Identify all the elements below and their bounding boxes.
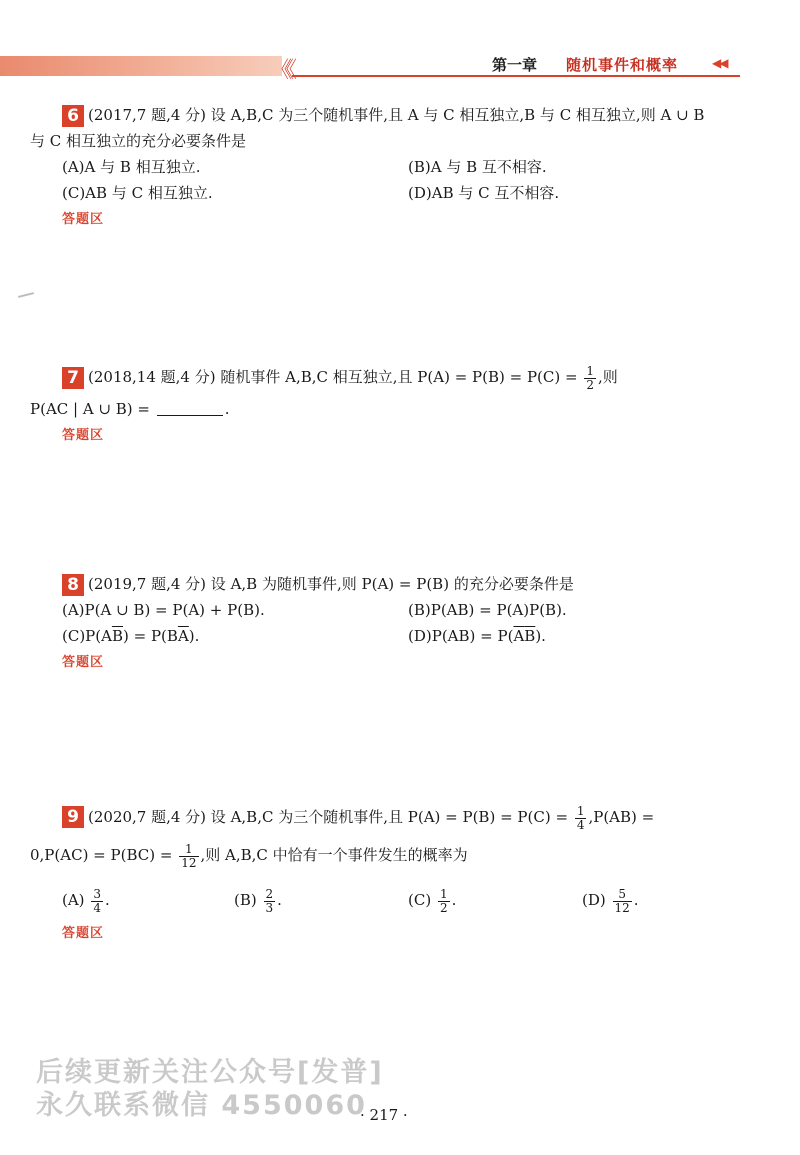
- problem-7-expression: P(AC | A ∪ B) =: [30, 400, 150, 418]
- option-label: (B): [234, 891, 257, 909]
- fraction-numerator: 1: [586, 363, 594, 378]
- problem-6: [30, 102, 750, 227]
- problem-9-line1: [30, 800, 750, 834]
- page-header: [0, 54, 800, 83]
- option-label: (C): [408, 891, 432, 909]
- fraction-numerator: 1: [179, 843, 198, 857]
- watermark: [36, 1056, 384, 1122]
- fraction: [91, 888, 103, 915]
- option-d-part: (D)P(AB) = P(: [408, 627, 514, 645]
- page-number: · 217 ·: [360, 1106, 408, 1124]
- scan-speck: [18, 292, 34, 298]
- option-c-part: (C)P(A: [62, 627, 112, 645]
- answer-area-label: 答题区: [62, 655, 105, 670]
- option-label: (D): [582, 891, 606, 909]
- problem-6-line2: 与 C 相互独立的充分必要条件是: [30, 132, 247, 150]
- fraction-numerator: 2: [265, 886, 274, 901]
- problem-8-text: (2019,7 题,4 分) 设 A,B 为随机事件,则 P(A) = P(B) 的充分必要条件是: [88, 575, 574, 593]
- fraction-numerator: 3: [93, 886, 101, 901]
- option-a: (A)A 与 B 相互独立.: [62, 158, 201, 176]
- fraction-denominator: 3: [265, 900, 274, 915]
- problem-6-line1: [30, 102, 750, 128]
- problem-9-line2-end: ,则 A,B,C 中恰有一个事件发生的概率为: [200, 846, 468, 864]
- option-b: (B)P(AB) = P(A)P(B).: [408, 601, 567, 619]
- problem-6-text: (2017,7 题,4 分) 设 A,B,C 为三个随机事件,且 A 与 C 相互独立,B 与 C 相互独立,则 A ∪ B: [88, 106, 705, 124]
- problem-9-line2: [30, 838, 750, 872]
- problem-number: 8: [62, 574, 84, 596]
- answer-area-label: 答题区: [62, 428, 105, 443]
- chapter-label: 第一章: [492, 56, 538, 74]
- problem-number: 6: [62, 105, 84, 127]
- answer-blank[interactable]: [157, 401, 223, 416]
- option-d: (D)AB 与 C 互不相容.: [408, 184, 560, 202]
- option-a: (A) $\frac{3}{4}$ .: [62, 886, 110, 915]
- problem-9-text-end: ,P(AB) =: [588, 808, 655, 826]
- triangle-left-icon: ◀◀: [712, 56, 727, 70]
- option-label: (A): [62, 891, 85, 909]
- options-row: [30, 880, 750, 920]
- problem-7: [30, 362, 750, 443]
- problem-7-text-end: ,则: [597, 368, 618, 386]
- fraction: [575, 805, 587, 832]
- option-c: (C) $\frac{1}{2}$ .: [408, 886, 457, 915]
- options-row: [30, 623, 750, 649]
- fraction-denominator: 2: [439, 900, 448, 915]
- fraction-numerator: 1: [439, 886, 448, 901]
- option-d: [408, 623, 546, 649]
- options-row: [30, 180, 750, 206]
- problem-7-text: (2018,14 题,4 分) 随机事件 A,B,C 相互独立,且 P(A) = P(B) = P(C) =: [88, 368, 578, 386]
- watermark-line1: 后续更新关注公众号[发普]: [36, 1057, 384, 1088]
- chapter-topic: 随机事件和概率: [566, 56, 679, 74]
- fraction: [264, 888, 276, 915]
- fraction: [584, 365, 596, 392]
- complement-symbol: $\overline{A}$: [513, 627, 525, 645]
- option-c: [62, 623, 199, 649]
- option-c-part: ).: [188, 627, 200, 645]
- problem-9: [30, 800, 750, 941]
- complement-symbol: $\overline{A}$: [177, 627, 189, 645]
- problem-9-line2-start: 0,P(AC) = P(BC) =: [30, 846, 173, 864]
- header-rule: [292, 75, 740, 77]
- chevron-left-icon: 《《: [270, 58, 292, 83]
- options-row: [30, 154, 750, 180]
- problem-8: [30, 571, 750, 670]
- answer-area-label: 答题区: [62, 212, 105, 227]
- option-b: (B)A 与 B 互不相容.: [408, 158, 547, 176]
- fraction: [613, 888, 632, 915]
- answer-area-label: 答题区: [62, 926, 105, 941]
- fraction-numerator: 5: [613, 888, 632, 902]
- fraction-denominator: 4: [93, 900, 101, 915]
- complement-symbol: $\overline{B}$: [111, 627, 123, 645]
- option-a: (A)P(A ∪ B) = P(A) + P(B).: [62, 601, 265, 619]
- fraction-denominator: 4: [576, 817, 585, 832]
- problem-7-line1: [30, 362, 750, 392]
- complement-symbol: $\overline{B}$: [524, 627, 536, 645]
- problem-number: 9: [62, 806, 84, 828]
- fraction-denominator: 2: [586, 377, 594, 392]
- problem-7-line2: [30, 396, 750, 422]
- options-row: [30, 597, 750, 623]
- fraction-numerator: 1: [576, 803, 585, 818]
- fraction-denominator: 12: [181, 855, 197, 870]
- option-d-part: ).: [535, 627, 546, 645]
- problem-number: 7: [62, 367, 84, 389]
- watermark-line2: 永久联系微信 4550060: [36, 1090, 367, 1121]
- option-c-part: ) = P(B: [123, 627, 178, 645]
- fraction: [438, 888, 450, 915]
- period: .: [224, 400, 230, 418]
- option-b: (B) $\frac{2}{3}$ .: [234, 886, 282, 915]
- fraction: [179, 843, 198, 870]
- option-d: (D) $\frac{5}{12}$ .: [582, 886, 639, 915]
- option-c: (C)AB 与 C 相互独立.: [62, 184, 213, 202]
- fraction-denominator: 12: [614, 900, 630, 915]
- problem-8-line1: [30, 571, 750, 597]
- header-stripe: [0, 56, 282, 76]
- problem-9-text: (2020,7 题,4 分) 设 A,B,C 为三个随机事件,且 P(A) = P(B) = P(C) =: [88, 808, 569, 826]
